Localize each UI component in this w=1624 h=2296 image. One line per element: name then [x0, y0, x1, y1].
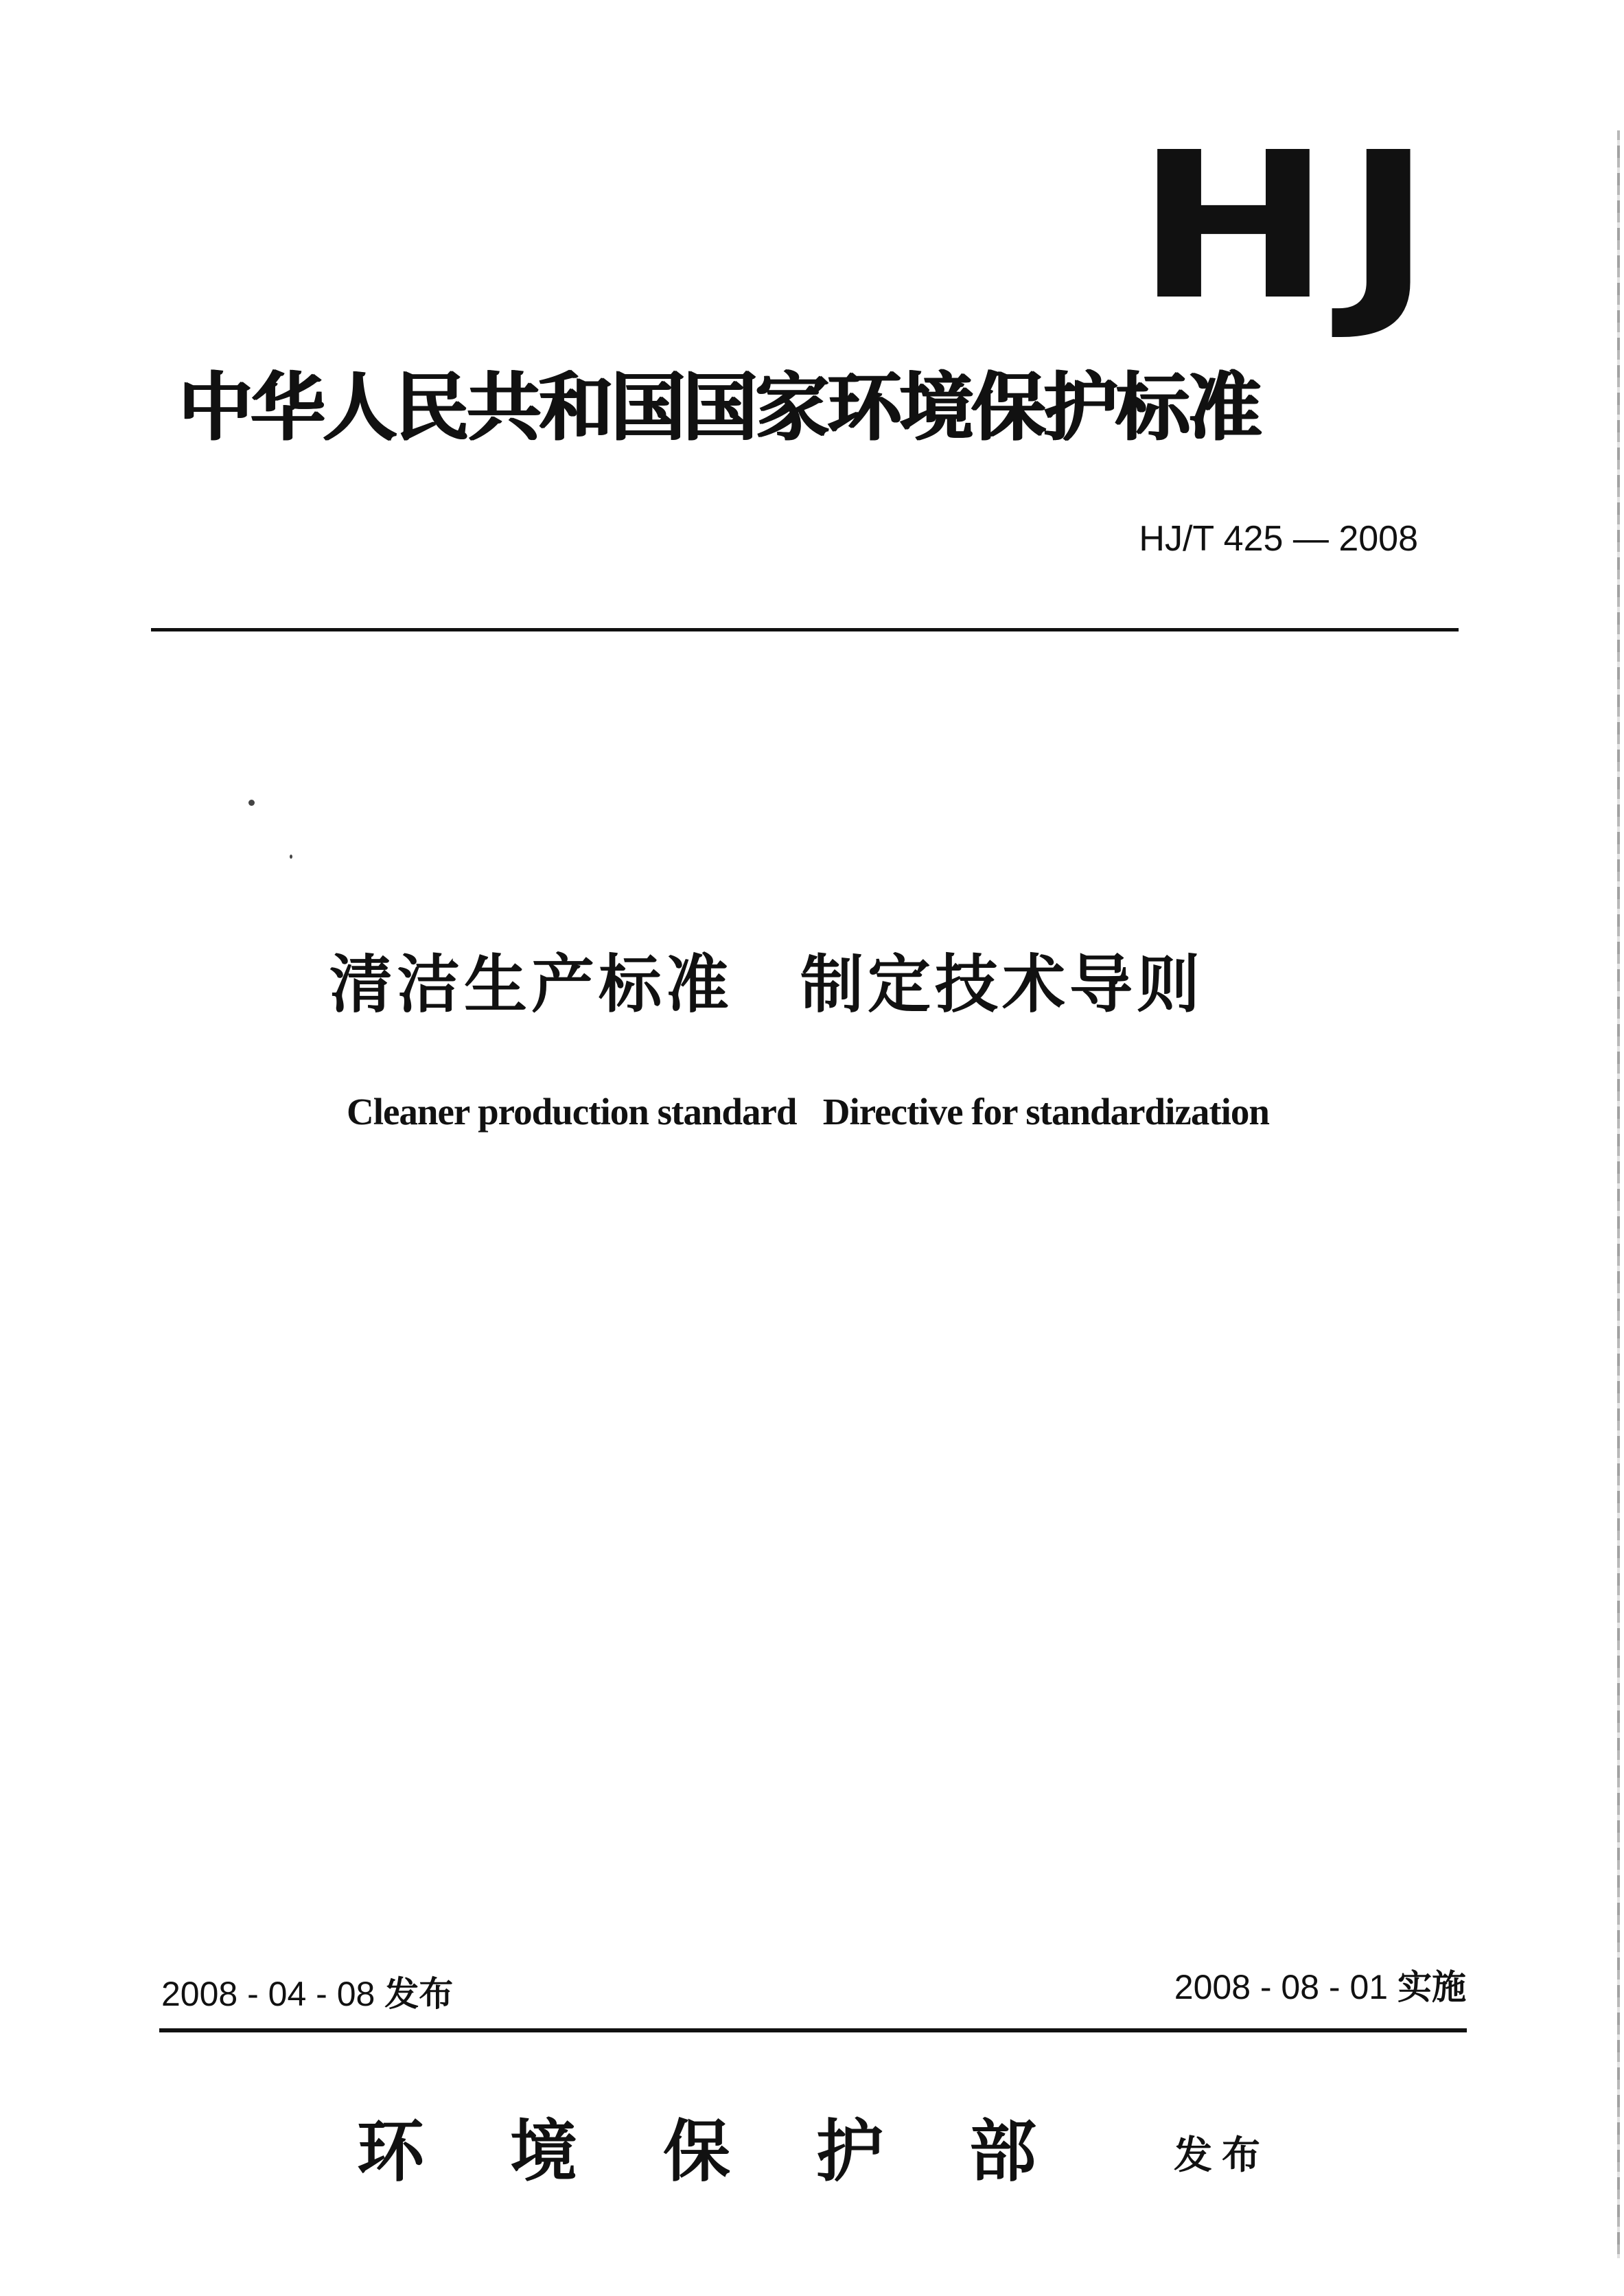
issue-label: 发布 — [384, 1974, 454, 2014]
issue-date-line — [161, 1970, 453, 2018]
scan-edge-artifact — [1617, 130, 1620, 2258]
implementation-label: 实施 — [1397, 1967, 1466, 2007]
scan-speck — [248, 800, 255, 806]
publisher-name: 环境保护部 — [357, 2112, 1123, 2191]
document-title-english: Cleaner production standard Directive for standardization — [347, 1091, 1270, 1133]
standard-number: HJ/T 425 — 2008 — [1139, 519, 1418, 559]
top-divider — [151, 628, 1459, 631]
bottom-divider — [159, 2028, 1467, 2032]
hj-logo: HJ — [1136, 108, 1446, 345]
standard-category-title: 中华人民共和国国家环境保护标准 — [178, 365, 1260, 451]
scan-speck — [290, 855, 292, 859]
publisher-suffix: 发布 — [1174, 2133, 1270, 2178]
implementation-date: 2008 - 08 - 01 — [1174, 1968, 1389, 2006]
issue-date: 2008 - 04 - 08 — [161, 1975, 375, 2013]
implementation-date-line — [1174, 1963, 1466, 2011]
document-title-chinese: 清洁生产标准 制定技术导则 — [329, 948, 1205, 1021]
